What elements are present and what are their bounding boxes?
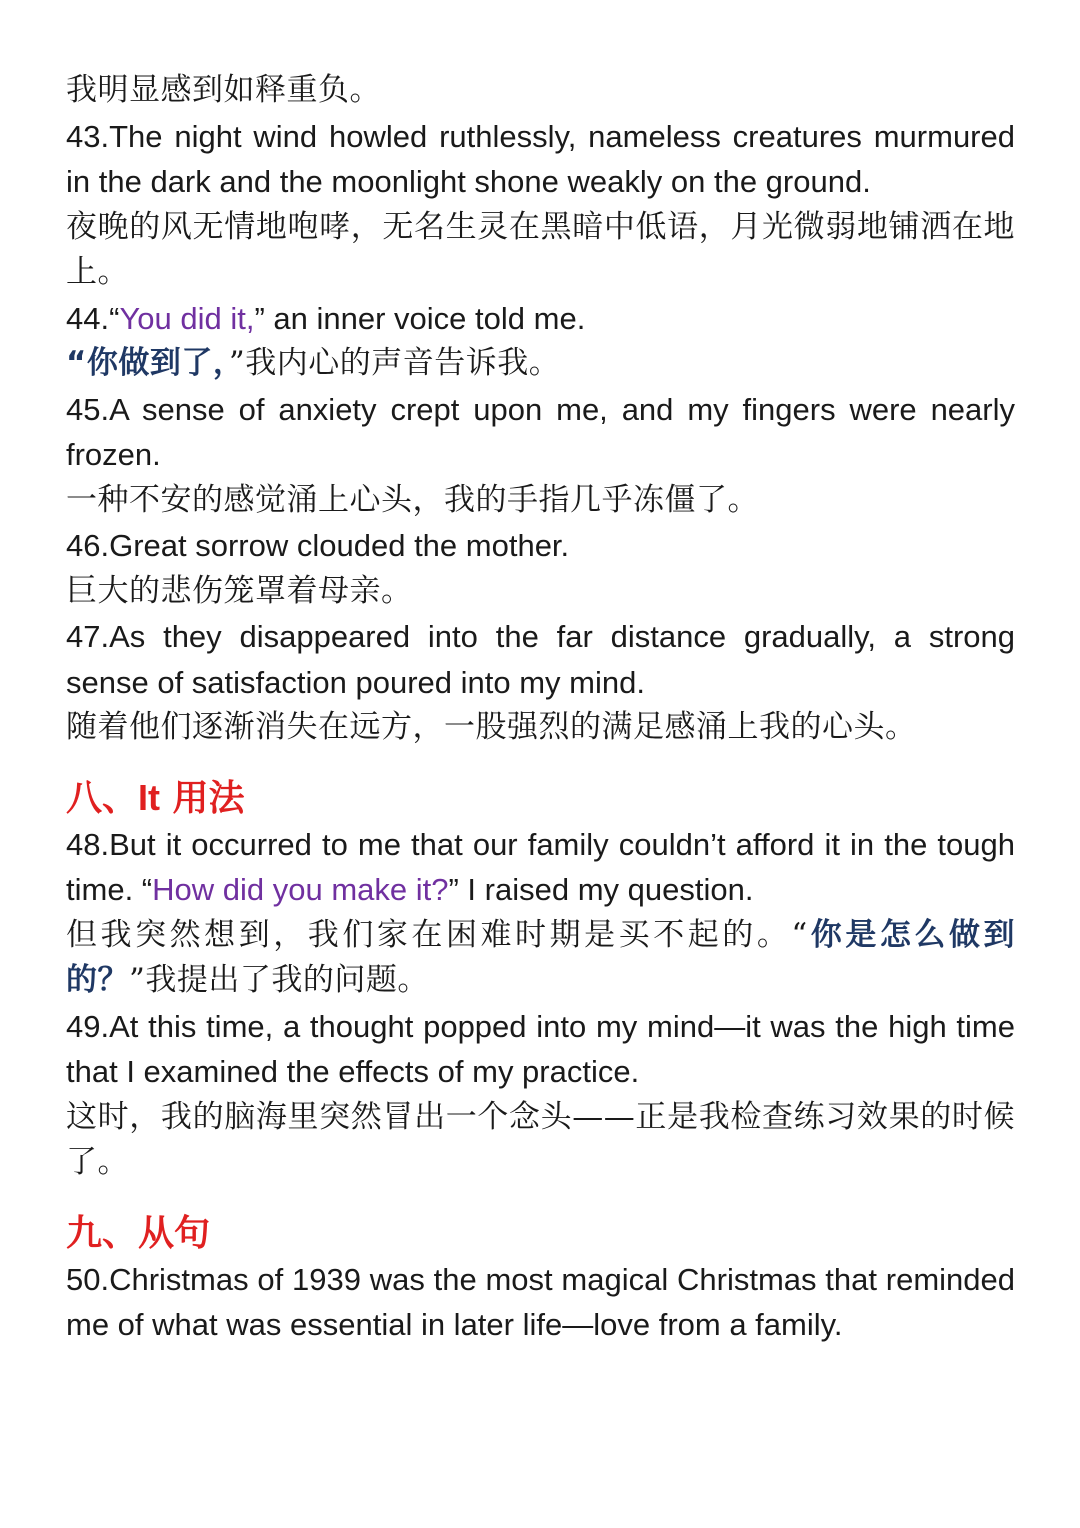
sentence-48-post-zh: ”我提出了我的问题。 <box>129 962 429 998</box>
open-quote: “ <box>66 345 87 381</box>
sentence-48-pre-zh: 但我突然想到，我们家在困难时期是买不起的。“ <box>66 916 808 953</box>
sentence-46-english: 46.Great sorrow clouded the mother. <box>66 528 570 563</box>
section-8-suffix: 用法 <box>160 776 245 819</box>
sentence-48-english <box>66 822 1015 913</box>
sentence-43-english: 43.The night wind howled ruthlessly, nameless creatures murmured in the dark and the moonlight shone weakly on the ground. <box>66 118 1015 199</box>
section-heading-clauses: 九、从句 <box>66 1211 211 1254</box>
sentence-49-english: 49.At this time, a thought popped into my mind—it was the high time that I examined the effects of my practice. <box>66 1008 1015 1089</box>
sentence-48-quote-zh: 你是怎么做到的？ <box>66 916 1015 998</box>
sentence-48-translation <box>66 913 1015 1004</box>
sentence-45-translation: 一种不安的感觉涌上心头，我的手指几乎冻僵了。 <box>66 481 759 518</box>
sentence-43-translation: 夜晚的风无情地咆哮，无名生灵在黑暗中低语，月光微弱地铺洒在地上。 <box>66 208 1015 290</box>
sentence-44-rest-zh: ”我内心的声音告诉我。 <box>228 345 561 381</box>
section-heading-it-usage <box>66 774 1015 822</box>
sentence-49-translation: 这时，我的脑海里突然冒出一个念头——正是我检查练习效果的时候了。 <box>66 1098 1015 1180</box>
sentence-42-translation: 我明显感到如释重负。 <box>66 72 381 108</box>
sentence-44-quote-zh: 你做到了， <box>86 345 229 381</box>
section-8-prefix: 八、 <box>66 776 139 819</box>
sentence-50-english: 50.Christmas of 1939 was the most magical Christmas that reminded me of what was essential in later life—love from a family. <box>66 1261 1015 1342</box>
sentence-47-translation: 随着他们逐渐消失在远方，一股强烈的满足感涌上我的心头。 <box>66 709 917 745</box>
sentence-48-post: ” I raised my question. <box>448 872 754 907</box>
sentence-44-english <box>66 296 1015 342</box>
section-8-it: It <box>138 776 161 818</box>
close-quote: ” <box>254 300 265 336</box>
sentence-47-english: 47.As they disappeared into the far distance gradually, a strong sense of satisfaction poured into my mind. <box>66 619 1015 700</box>
open-quote: “ <box>109 300 120 336</box>
sentence-44-number: 44. <box>66 300 110 336</box>
sentence-44-translation <box>66 341 1015 387</box>
sentence-48-quote: How did you make it? <box>152 872 449 907</box>
sentence-44-quote: You did it, <box>119 300 255 336</box>
sentence-44-rest: an inner voice told me. <box>264 300 586 336</box>
sentence-48-pre: 48.But it occurred to me that our family couldn’t afford it in the tough time. “ <box>66 826 1015 907</box>
sentence-46-translation: 巨大的悲伤笼罩着母亲。 <box>66 572 413 609</box>
sentence-45-english: 45.A sense of anxiety crept upon me, and my fingers were nearly frozen. <box>66 391 1015 472</box>
document-body <box>66 68 1015 1348</box>
